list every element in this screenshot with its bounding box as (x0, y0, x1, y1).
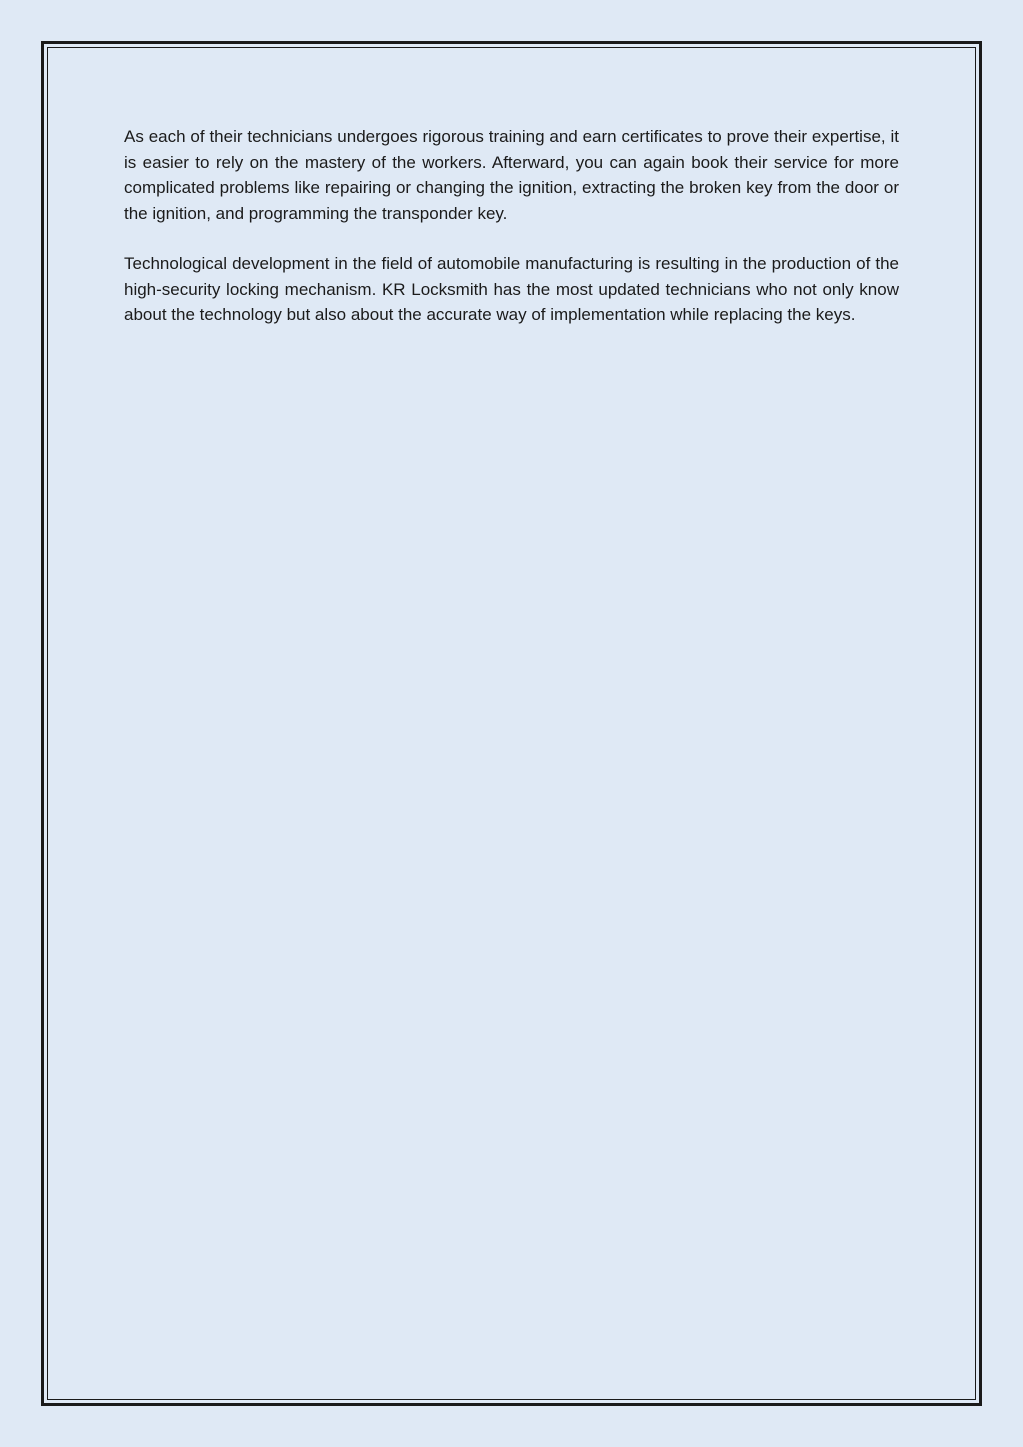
paragraph-technological-development: Technological development in the field of automobile manufacturing is resulting in the production of the high-security locking mechanism. KR Locksmith has the most updated technicians who not only know about the technology but also about the accurate way of implementation while replacing the keys. (124, 254, 899, 324)
document-body (124, 124, 899, 353)
paragraph-technician-training: As each of their technicians undergoes rigorous training and earn certificates to prove their expertise, it is easier to rely on the mastery of the workers. Afterward, you can again book their service for more complicated problems like repairing or changing the ignition, extracting the broken key from the door or the ignition, and programming the transponder key. (124, 127, 899, 223)
